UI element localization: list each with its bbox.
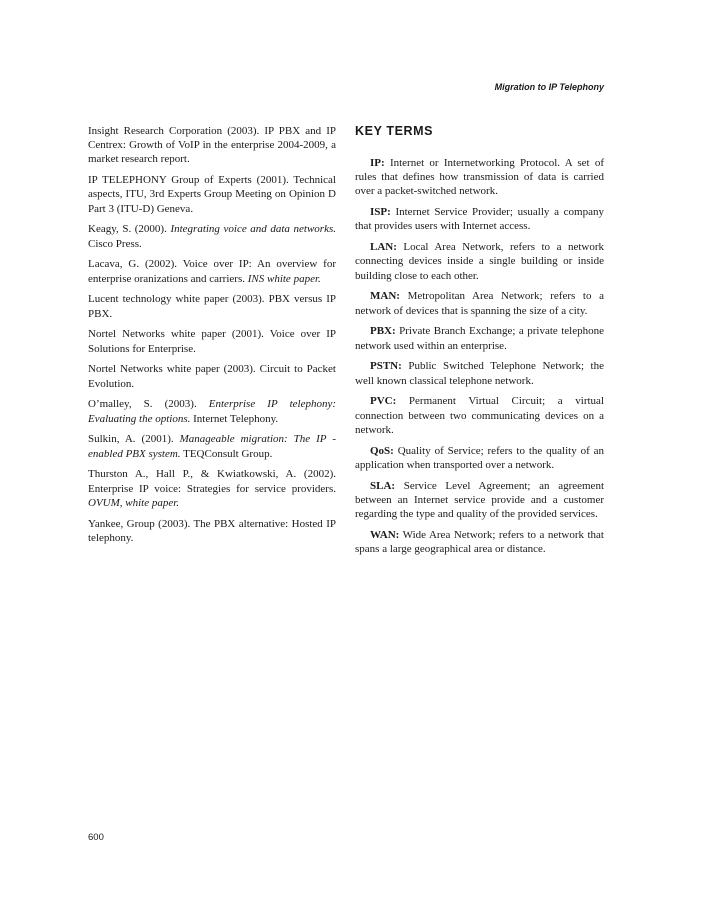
key-term-entry: ISP: Internet Service Provider; usually a company that provides users with Internet access. <box>355 206 604 233</box>
reference-entry: Nortel Networks white paper (2001). Voice over IP Solutions for Enterprise. <box>88 328 336 355</box>
key-term-entry: PBX: Private Branch Exchange; a private telephone network used within an enterprise. <box>355 325 604 352</box>
key-term-entry: WAN: Wide Area Network; refers to a network that spans a large geographical area or distance. <box>355 528 604 556</box>
references-column <box>88 124 336 552</box>
running-head: Migration to IP Telephony <box>494 82 604 92</box>
reference-entry: Nortel Networks white paper (2003). Circuit to Packet Evolution. <box>88 363 336 390</box>
key-term-entry: SLA: Service Level Agreement; an agreement between an Internet service provide and a customer regarding the type and quality of the provided services. <box>355 479 604 521</box>
reference-entry: Yankee, Group (2003). The PBX alternative: Hosted IP telephony. <box>88 517 336 544</box>
key-term-entry: LAN: Local Area Network, refers to a network connecting devices inside a single building or inside building close to each other. <box>355 241 604 282</box>
key-term-entry: QoS: Quality of Service; refers to the quality of an application when transported over a network. <box>355 444 604 471</box>
key-term-entry: PSTN: Public Switched Telephone Network; the well known classical telephone network. <box>355 360 604 387</box>
key-term-entry: IP: Internet or Internetworking Protocol. A set of rules that defines how transmission of data is carried over a packet-switched network. <box>355 157 604 198</box>
key-term-entry: MAN: Metropolitan Area Network; refers to a network of devices that is spanning the size of a city. <box>355 290 604 317</box>
reference-entry: IP TELEPHONY Group of Experts (2001). Technical aspects, ITU, 3rd Experts Group Meeting on Opinion D Part 3 (ITU-D) Geneva. <box>88 174 336 215</box>
reference-entry: Thurston A., Hall P., & Kwiatkowski, A. (2002). Enterprise IP voice: Strategies for service providers. OVUM, white paper. <box>88 468 336 509</box>
reference-entry: Sulkin, A. (2001). Manageable migration: The IP -enabled PBX system. TEQConsult Group. <box>88 433 336 460</box>
page-number: 600 <box>88 832 104 843</box>
reference-entry: Lucent technology white paper (2003). PBX versus IP PBX. <box>88 293 336 320</box>
reference-entry: Insight Research Corporation (2003). IP PBX and IP Centrex: Growth of VoIP in the enterprise 2004-2009, a market research report. <box>88 125 336 166</box>
reference-entry: O’malley, S. (2003). Enterprise IP telephony: Evaluating the options. Internet Telephony. <box>88 398 336 425</box>
key-terms-heading: KEY TERMS <box>355 124 434 138</box>
key-term-entry: PVC: Permanent Virtual Circuit; a virtual connection between two communicating devices on a network. <box>355 395 604 436</box>
reference-entry: Keagy, S. (2000). Integrating voice and data networks. Cisco Press. <box>88 223 336 250</box>
key-terms-column <box>355 124 604 563</box>
reference-entry: Lacava, G. (2002). Voice over IP: An overview for enterprise oranizations and carriers. INS white paper. <box>88 258 336 285</box>
